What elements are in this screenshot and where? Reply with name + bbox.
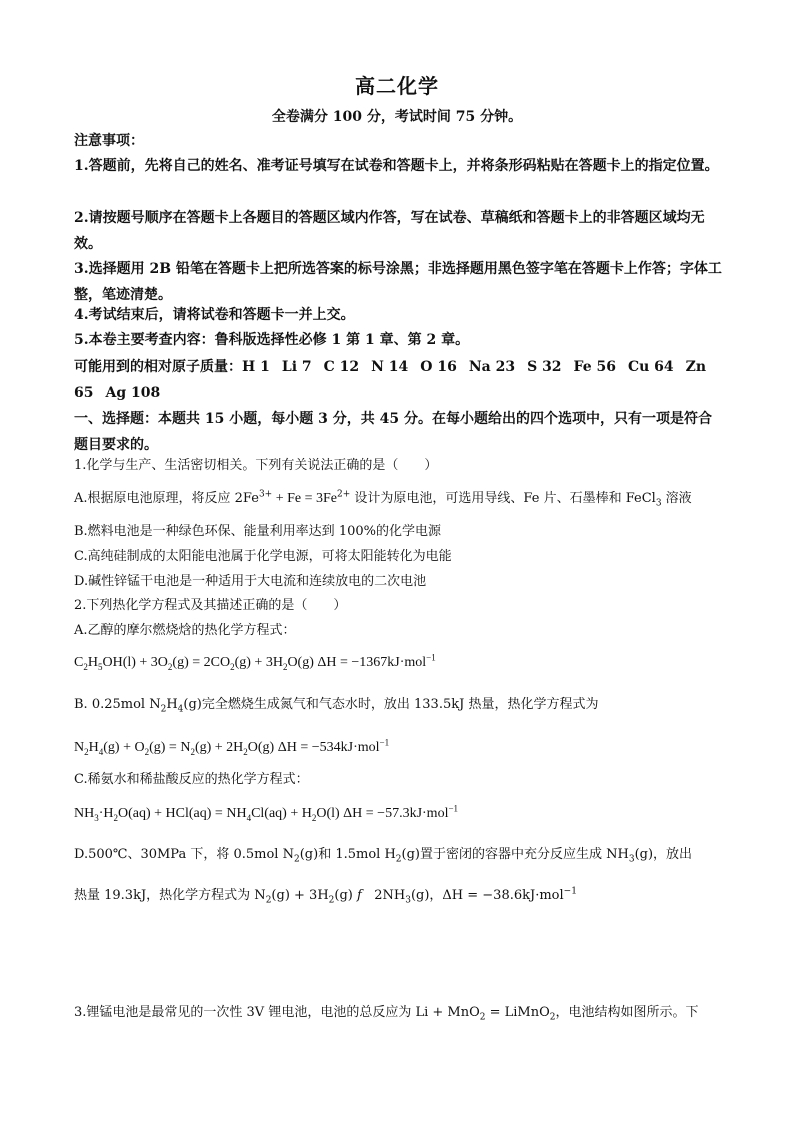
equation-c: $NH_3\cdot H_2O(aq) + HCl(aq) = NH_4Cl(aq) + H_2O(l) \Delta H = -57.3kJ\cdot mol^{-1}$: [74, 803, 459, 823]
atomic-mass-item: Ag 108: [105, 385, 161, 401]
atomic-mass-item: O 16: [420, 359, 457, 375]
question-2-option-c: C.稀氨水和稀盐酸反应的热化学方程式：: [74, 772, 309, 787]
section-heading: 一、选择题：本题共 15 小题，每小题 3 分，共 45 分。在每小题给出的四个选项中，只有一项是符合题目要求的。: [74, 411, 712, 453]
atomic-mass-item: C 12: [323, 359, 360, 375]
note-item-2: 2.请按题号顺序在答题卡上各题目的答题区域内作答，写在试卷、草稿纸和答题卡上的非答题区域均无效。: [74, 210, 705, 252]
question-2-option-a: A.乙醇的摩尔燃烧焓的热化学方程式：: [74, 623, 296, 638]
atomic-mass-item: H 1: [242, 359, 270, 375]
question-1-option-c: C.高纯硅制成的太阳能电池属于化学电源，可将太阳能转化为电能: [74, 549, 452, 564]
question-1-stem: 1.化学与生产、生活密切相关。下列有关说法正确的是（ ）: [74, 458, 438, 473]
question-3-stem: 3.锂锰电池是最常见的一次性 3V 锂电池，电池的总反应为 Li + MnO$_2$ = LiMnO$_2$，电池结构如图所示。下: [74, 1005, 699, 1023]
atomic-mass-item: Na 23: [468, 359, 516, 375]
question-1-option-a: A.根据原电池原理，将反应 $2Fe^{3+} + Fe = 3Fe^{2+}$ 设计为原电池，可选用导线、Fe 片、石墨棒和 FeCl$_3$ 溶液: [74, 489, 692, 509]
atomic-mass-item: Li 7: [281, 359, 312, 375]
question-2-option-d-cont: 热量 19.3kJ，热化学方程式为 $N_2(g) + 3H_2(g)$ f $2NH_3(g)$，ΔH = −38.6kJ·mol$^{-1}$: [74, 886, 577, 906]
note-item-1: 1.答题前，先将自己的姓名、准考证号填写在试卷和答题卡上，并将条形码粘贴在答题卡上的指定位置。: [74, 158, 719, 174]
atomic-mass-item: N 14: [371, 359, 409, 375]
page-title: 高二化学: [355, 74, 439, 98]
question-2-option-b: B. 0.25mol $N_2H_4(g)$完全燃烧生成氮气和气态水时，放出 133.5kJ 热量，热化学方程式为: [74, 697, 599, 715]
notes-heading: 注意事项：: [74, 133, 144, 149]
question-2-option-d: D.500℃、30MPa 下，将 0.5mol $N_2(g)$和 1.5mol $H_2(g)$置于密闭的容器中充分反应生成 $NH_3(g)$，放出: [74, 847, 693, 865]
atomic-mass-item: S 32: [527, 359, 562, 375]
atomic-mass-list: [74, 354, 722, 406]
note-item-5: 5.本卷主要考查内容：鲁科版选择性必修 1 第 1 章、第 2 章。: [74, 332, 470, 348]
atomic-mass-item: Zn 65: [74, 359, 707, 401]
question-1-option-d: D.碱性锌锰干电池是一种适用于大电流和连续放电的二次电池: [74, 574, 427, 589]
question-1-option-b: B.燃料电池是一种绿色环保、能量利用率达到 100%的化学电源: [74, 524, 441, 539]
equation-b: $N_2H_4(g) + O_2(g) = N_2(g) + 2H_2O(g) \Delta H = -534kJ\cdot mol^{-1}$: [74, 737, 390, 757]
exam-info: 全卷满分 100 分，考试时间 75 分钟。: [271, 109, 523, 125]
note-item-3: 3.选择题用 2B 铅笔在答题卡上把所选答案的标号涂黑；非选择题用黑色签字笔在答题卡上作答；字体工整，笔迹清楚。: [74, 261, 722, 303]
atomic-mass-item: Cu 64: [627, 359, 674, 375]
question-2-stem: 2.下列热化学方程式及其描述正确的是（ ）: [74, 598, 347, 613]
note-item-4: 4.考试结束后，请将试卷和答题卡一并上交。: [74, 307, 355, 323]
atomic-mass-label: 可能用到的相对原子质量：: [74, 359, 242, 375]
atomic-mass-item: Fe 56: [573, 359, 616, 375]
equation-a: $C_2H_5OH(l) + 3O_2(g) = 2CO_2(g) + 3H_2O(g) \Delta H = -1367kJ\cdot mol^{-1}$: [74, 652, 436, 672]
